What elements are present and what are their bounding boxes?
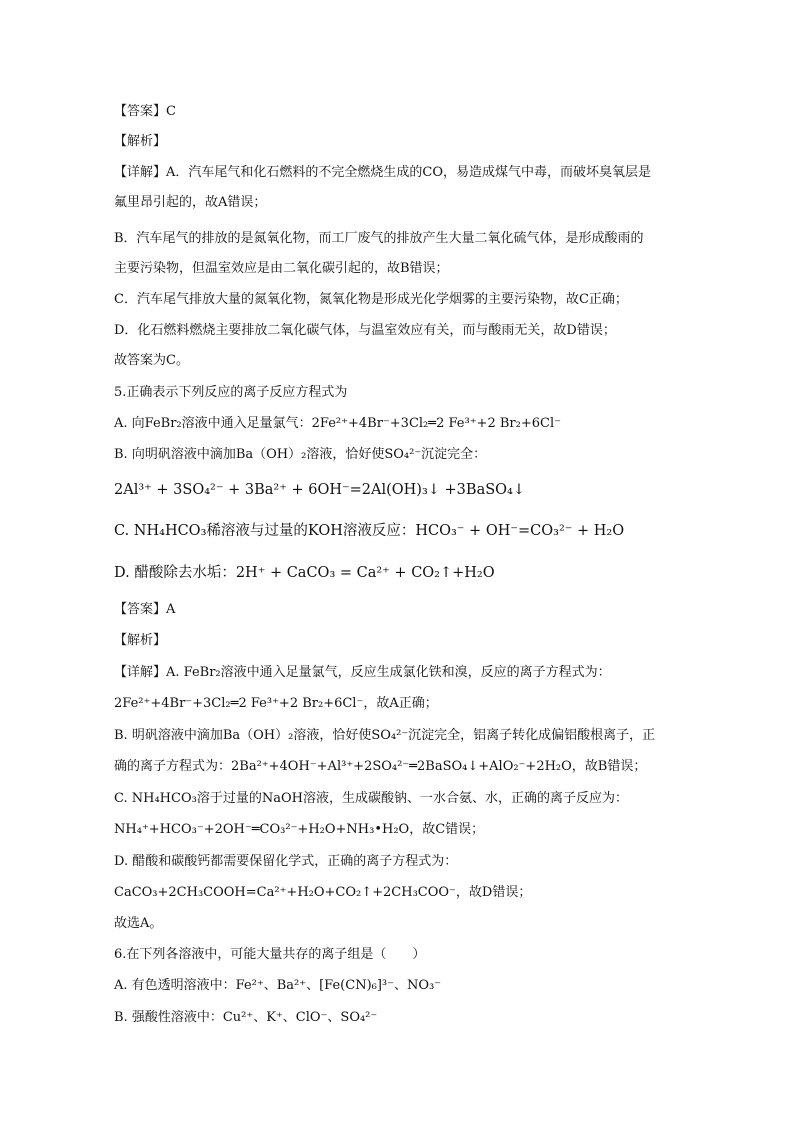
question-title: 5.正确表示下列反应的离子反应方程式为	[114, 385, 348, 400]
option-b: B. 强酸性溶液中：Cu²⁺、K⁺、ClO⁻、SO₄²⁻	[114, 1010, 378, 1025]
detail-paragraph-line: CaCO₃+2CH₃COOH=Ca²⁺+H₂O+CO₂↑+2CH₃COO⁻，故D错误；	[114, 885, 532, 900]
conclusion-line: 故答案为C。	[114, 353, 189, 368]
analysis-label: 【解析】	[114, 134, 167, 149]
detail-paragraph-line: 主要污染物，但温室效应是由二氧化碳引起的，故B错误；	[114, 261, 449, 276]
detail-paragraph-line: C．汽车尾气排放大量的氮氧化物，氮氧化物是形成光化学烟雾的主要污染物，故C正确；	[114, 292, 628, 307]
detail-paragraph-line: 【详解】A．汽车尾气和化石燃料的不完全燃烧生成的CO，易造成煤气中毒，而破坏臭氧层是	[114, 165, 651, 180]
detail-paragraph-line: B．汽车尾气的排放的是氮氧化物，而工厂废气的排放产生大量二氧化硫气体，是形成酸雨的	[114, 231, 644, 246]
detail-paragraph-line: 氟里昂引起的，故A错误；	[114, 195, 267, 210]
detail-paragraph-line: 确的离子方程式为：2Ba²⁺+4OH⁻+Al³⁺+2SO₄²⁻═2BaSO₄↓+AlO₂⁻+2H₂O，故B错误；	[114, 759, 647, 774]
detail-paragraph-line: D. 醋酸和碳酸钙都需要保留化学式，正确的离子方程式为：	[114, 854, 458, 869]
detail-paragraph-line: C. NH₄HCO₃溶于过量的NaOH溶液，生成碳酸钠、一水合氨、水，正确的离子反应为：	[114, 791, 628, 806]
option-c: C. NH₄HCO₃稀溶液与过量的KOH溶液反应：HCO₃⁻ + OH⁻=CO₃²⁻ + H₂O	[114, 523, 625, 539]
detail-paragraph-line: 【详解】A. FeBr₂溶液中通入足量氯气，反应生成氯化铁和溴，反应的离子方程式为：	[114, 665, 611, 680]
conclusion-line: 故选A。	[114, 916, 163, 931]
option-b-equation: 2Al³⁺ + 3SO₄²⁻ + 3Ba²⁺ + 6OH⁻=2Al(OH)₃↓ +3BaSO₄↓	[114, 482, 525, 498]
option-a: A. 有色透明溶液中：Fe²⁺、Ba²⁺、[Fe(CN)₆]³⁻、NO₃⁻	[114, 978, 442, 993]
answer-label: 【答案】A	[114, 602, 176, 617]
detail-paragraph-line: NH₄⁺+HCO₃⁻+2OH⁻═CO₃²⁻+H₂O+NH₃•H₂O，故C错误；	[114, 822, 485, 837]
detail-paragraph-line: 2Fe²⁺+4Br⁻+3Cl₂═2 Fe³⁺+2 Br₂+6Cl⁻，故A正确；	[114, 696, 438, 711]
option-a: A. 向FeBr₂溶液中通入足量氯气：2Fe²⁺+4Br⁻+3Cl₂═2 Fe³⁺+2 Br₂+6Cl⁻	[114, 416, 561, 431]
option-d: D. 醋酸除去水垢：2H⁺ + CaCO₃ = Ca²⁺ + CO₂↑+H₂O	[114, 565, 495, 581]
answer-label: 【答案】C	[114, 104, 176, 119]
question-title: 6.在下列各溶液中，可能大量共存的离子组是（ ）	[114, 947, 426, 962]
analysis-label: 【解析】	[114, 633, 167, 648]
option-b: B. 向明矾溶液中滴加Ba（OH）₂溶液，恰好使SO₄²⁻沉淀完全：	[114, 447, 487, 462]
detail-paragraph-line: B. 明矾溶液中滴加Ba（OH）₂溶液，恰好使SO₄²⁻沉淀完全，铝离子转化成偏铝酸根离子，正	[114, 728, 656, 743]
detail-paragraph-line: D．化石燃料燃烧主要排放二氧化碳气体，与温室效应有关，而与酸雨无关，故D错误；	[114, 323, 616, 338]
